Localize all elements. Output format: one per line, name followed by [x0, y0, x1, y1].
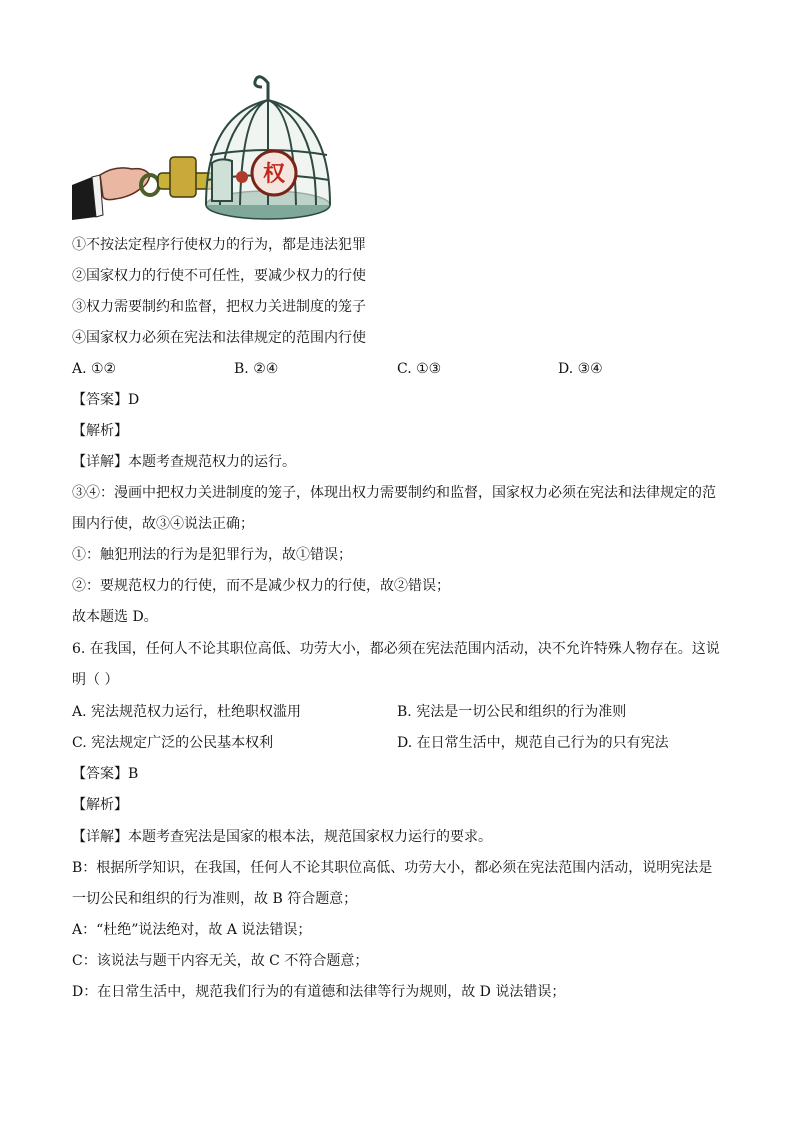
q6-option-b: B. 宪法是一切公民和组织的行为准则	[397, 704, 627, 720]
q5-detail: 【详解】本题考查规范权力的运行。	[72, 454, 296, 470]
q5-option-a: A. ①②	[72, 361, 117, 377]
q5-option-d: D. ③④	[558, 361, 603, 377]
q6-option-a: A. 宪法规范权力运行，杜绝职权滥用	[72, 704, 302, 720]
q6-explanation-b-b: 一切公民和组织的行为准则，故 B 符合题意；	[72, 891, 358, 907]
q6-analysis-label: 【解析】	[72, 797, 128, 813]
q6-explanation-b-a: B：根据所学知识，在我国，任何人不论其职位高低、功劳大小，都必须在宪法范围内活动，说明宪法是	[72, 860, 713, 876]
q5-explanation-34-b: 围内行使，故③④说法正确；	[72, 516, 254, 532]
q6-stem-b: 明（ ）	[72, 672, 119, 688]
power-sign-text: 权	[262, 162, 286, 187]
lock-shape	[170, 157, 196, 197]
statement-2: ②国家权力的行使不可任性，要减少权力的行使	[72, 268, 366, 284]
q6-explanation-c: C：该说法与题干内容无关，故 C 不符合题意；	[72, 953, 369, 969]
q5-explanation-2: ②：要规范权力的行使，而不是减少权力的行使，故②错误；	[72, 578, 450, 594]
q5-analysis-label: 【解析】	[72, 423, 128, 439]
q6-answer: 【答案】B	[72, 766, 139, 782]
q5-answer: 【答案】D	[72, 392, 140, 408]
cartoon-illustration	[70, 65, 340, 225]
statement-1: ①不按法定程序行使权力的行为，都是违法犯罪	[72, 237, 366, 253]
q5-explanation-34-a: ③④：漫画中把权力关进制度的笼子，体现出权力需要制约和监督，国家权力必须在宪法和法律规定的范	[72, 485, 716, 501]
q5-explanation-1: ①：触犯刑法的行为是犯罪行为，故①错误；	[72, 547, 352, 563]
q6-detail: 【详解】本题考查宪法是国家的根本法，规范国家权力运行的要求。	[72, 829, 492, 845]
q5-conclusion: 故本题选 D。	[72, 609, 158, 625]
q6-option-d: D. 在日常生活中，规范自己行为的只有宪法	[397, 735, 669, 751]
q5-option-c: C. ①③	[397, 361, 442, 377]
q6-option-c: C. 宪法规定广泛的公民基本权利	[72, 735, 274, 751]
q5-option-b: B. ②④	[234, 361, 279, 377]
q6-explanation-d: D：在日常生活中，规范我们行为的有道德和法律等行为规则，故 D 说法错误；	[72, 984, 566, 1000]
q6-explanation-a: A：“杜绝”说法绝对，故 A 说法错误；	[72, 922, 312, 938]
statement-4: ④国家权力必须在宪法和法律规定的范围内行使	[72, 330, 366, 346]
statement-3: ③权力需要制约和监督，把权力关进制度的笼子	[72, 299, 366, 315]
q6-stem-a: 6. 在我国，任何人不论其职位高低、功劳大小，都必须在宪法范围内活动，决不允许特殊人物存在。这说	[72, 641, 720, 657]
